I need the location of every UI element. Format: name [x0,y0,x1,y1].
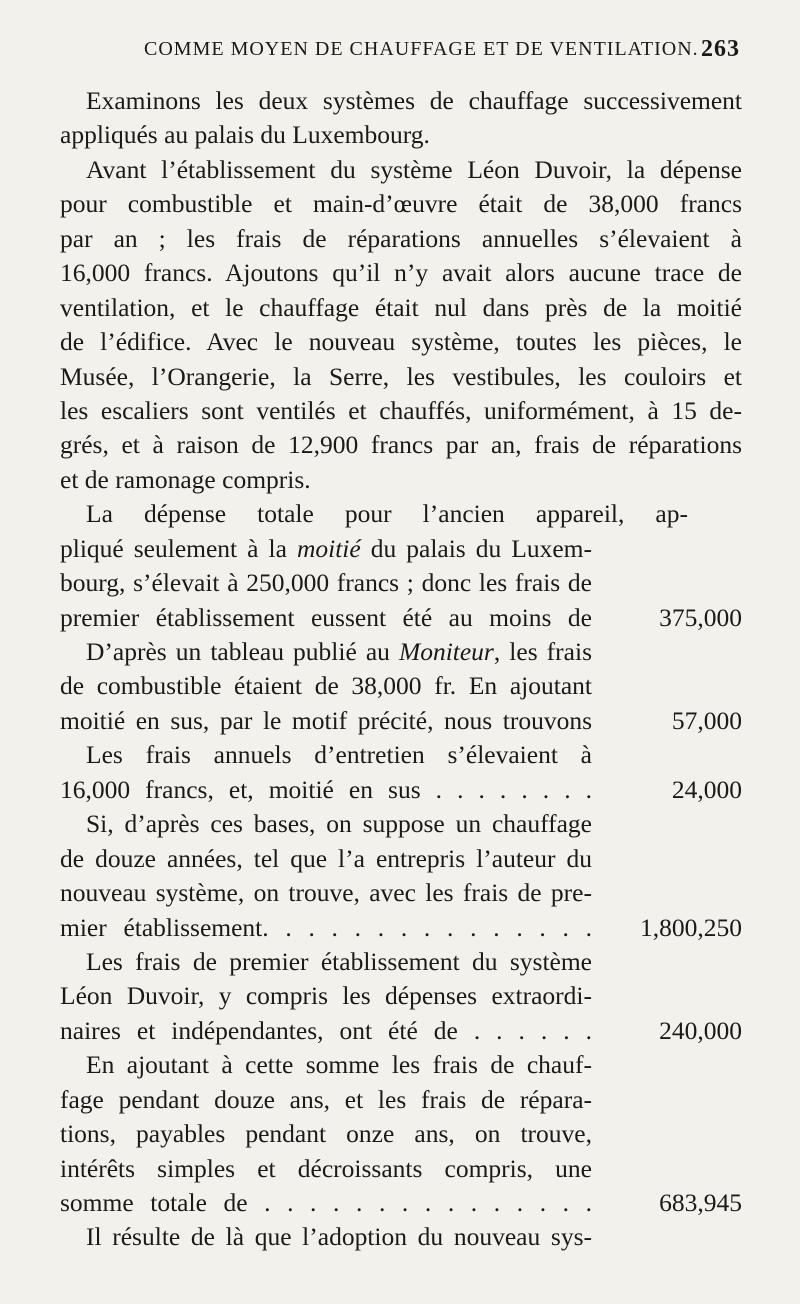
text-line: pour combustible et main-d’œuvre était de 38,000 francs [60,189,742,219]
text-line: par an ; les frais de réparations annuelles s’élevaient à [60,223,742,253]
ledger-line: naires et indépendantes, ont été de . . . . . . 240,000 [60,1014,742,1048]
text-line: Musée, l’Orangerie, la Serre, les vestibules, les couloirs et [60,361,742,391]
text-line: les escaliers sont ventilés et chauffés, uniformément, à 15 de- [60,395,742,425]
running-title: COMME MOYEN DE CHAUFFAGE ET DE VENTILATION. [144,38,699,60]
text-line: intérêts simples et décroissants compris, une [60,1153,592,1183]
text-line: de douze années, tel que l’a entrepris l’auteur du [60,843,592,873]
text-line: appliqués au palais du Luxembourg. [60,120,430,150]
text-line: Les frais de premier établissement du système [86,946,592,976]
text-line: et de ramonage compris. [60,464,311,494]
text-line: D’après un tableau publié au Moniteur, les frais [86,637,592,666]
text-line: tions, payables pendant onze ans, on trouve, [60,1119,592,1149]
ledger-line: premier établissement eussent été au moins de 375,000 [60,601,742,635]
text-line: pliqué seulement à la moitié du palais du Luxem- [60,533,593,563]
text-line: grés, et à raison de 12,900 francs par an, frais de réparations [60,430,742,460]
text-line: Examinons les deux systèmes de chauffage successivement [86,86,742,115]
text-line: Avant l’établissement du système Léon Duvoir, la dépense [86,154,742,184]
text-line: Les frais annuels d’entretien s’élevaient à [86,740,592,770]
text-line: La dépense totale pour l’ancien appareil, ap- [86,499,688,529]
ledger-line: moitié en sus, par le motif précité, nous trouvons 57,000 [60,704,742,738]
text-line: ventilation, et le chauffage était nul dans près de la moitié [60,292,742,322]
text-line: Il résulte de là que l’adoption du nouveau sys- [86,1222,592,1252]
page-number: 263 [701,36,740,62]
body-text [60,84,742,1255]
amount: 57,000 [671,705,742,735]
text-line: de combustible étaient de 38,000 fr. En ajoutant [60,671,592,701]
text-line: En ajoutant à cette somme les frais de chauf- [86,1050,592,1080]
text-line: de l’édifice. Avec le nouveau système, toutes les pièces, le [60,327,742,357]
amount: 375,000 [659,602,742,632]
amount: 683,945 [659,1188,742,1217]
ledger-line: somme totale de . . . . . . . . . . . . . . . 683,945 [60,1186,742,1220]
text-line: fage pendant douze ans, et les frais de répara- [60,1084,592,1114]
amount: 24,000 [671,774,742,804]
text-line: 16,000 francs. Ajoutons qu’il n’y avait alors aucune trace de [60,258,742,288]
italic-word: Moniteur [398,637,494,666]
text-line: Léon Duvoir, y compris les dépenses extraordi- [60,981,592,1011]
text-line: nouveau système, on trouve, avec les frais de pre- [60,878,592,908]
amount: 1,800,250 [640,912,742,942]
text-line: bourg, s’élevait à 250,000 francs ; donc les frais de [60,568,592,598]
ledger-line: mier établissement. . . . . . . . . . . . . . . 1,800,250 [60,911,742,945]
amount: 240,000 [659,1015,742,1045]
text-line: Si, d’après ces bases, on suppose un chauffage [86,809,592,839]
ledger-line: 16,000 francs, et, moitié en sus . . . . . . . . 24,000 [60,773,742,807]
italic-word: moitié [296,533,361,563]
